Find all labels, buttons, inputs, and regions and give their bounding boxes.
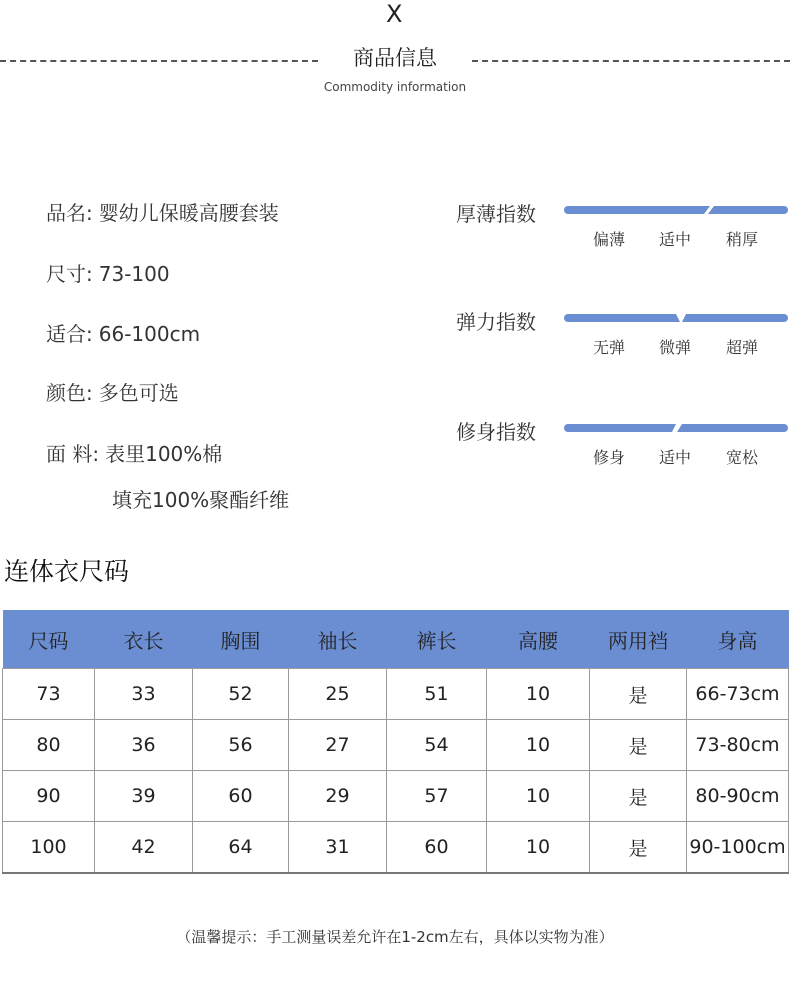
column-header: 胸围 — [193, 610, 289, 669]
column-header: 尺码 — [3, 610, 95, 669]
info-label: 面 料: — [46, 442, 100, 466]
size-chart-title: 连体衣尺码 — [4, 557, 130, 586]
info-value: 婴幼儿保暖高腰套装 — [98, 201, 279, 225]
index-bar-thickness — [562, 204, 790, 216]
info-row-name — [46, 197, 279, 226]
table-cell: 10 — [487, 669, 590, 720]
index-bar-shape — [682, 314, 784, 322]
index-bar-graphic — [562, 312, 790, 324]
info-label: 尺寸: — [46, 262, 93, 286]
index-title-fit: 修身指数 — [456, 420, 536, 444]
table-cell: 是 — [590, 771, 687, 822]
index-bar-shape — [568, 424, 676, 432]
table-cell: 54 — [387, 720, 487, 771]
table-cell: 56 — [193, 720, 289, 771]
index-option: 稍厚 — [725, 230, 758, 249]
index-bar-fit — [562, 422, 790, 434]
table-cell: 36 — [95, 720, 193, 771]
info-row-filling — [112, 484, 289, 513]
table-cell: 60 — [387, 822, 487, 874]
index-bar-graphic — [562, 204, 790, 216]
index-bar-shape — [568, 314, 680, 322]
index-option: 修身 — [592, 448, 625, 467]
table-cell: 73 — [3, 669, 95, 720]
column-header: 裤长 — [387, 610, 487, 669]
index-bar-graphic — [562, 422, 790, 434]
table-cell: 80-90cm — [687, 771, 789, 822]
info-row-fabric — [46, 438, 222, 467]
index-bar-shape — [708, 206, 784, 214]
index-bar-shape — [677, 424, 784, 432]
index-bar-cap — [564, 424, 572, 432]
column-header: 身高 — [687, 610, 789, 669]
table-cell: 73-80cm — [687, 720, 789, 771]
info-row-color — [46, 377, 179, 406]
close-mark: X — [386, 0, 403, 28]
info-row-fit — [46, 318, 200, 347]
table-row — [3, 720, 789, 771]
index-option: 无弹 — [592, 338, 625, 357]
index-option: 宽松 — [725, 448, 758, 467]
table-cell: 51 — [387, 669, 487, 720]
column-header: 高腰 — [487, 610, 590, 669]
info-value: 73-100 — [98, 262, 170, 286]
table-cell: 42 — [95, 822, 193, 874]
index-option: 微弹 — [658, 338, 691, 357]
index-bar-elasticity — [562, 312, 790, 324]
column-header: 袖长 — [289, 610, 387, 669]
column-header: 衣长 — [95, 610, 193, 669]
table-cell: 是 — [590, 720, 687, 771]
size-table — [2, 610, 789, 874]
table-cell: 10 — [487, 720, 590, 771]
table-row — [3, 822, 789, 874]
section-subtitle-commodity: Commodity information — [323, 80, 467, 94]
table-cell: 25 — [289, 669, 387, 720]
table-cell: 10 — [487, 771, 590, 822]
table-cell: 52 — [193, 669, 289, 720]
index-title-elasticity: 弹力指数 — [456, 310, 536, 334]
measurement-note: （温馨提示：手工测量误差允许在1-2cm左右，具体以实物为准） — [176, 928, 614, 946]
table-cell: 90-100cm — [687, 822, 789, 874]
table-cell: 90 — [3, 771, 95, 822]
info-value: 66-100cm — [98, 322, 201, 346]
index-option: 偏薄 — [592, 230, 625, 249]
table-cell: 64 — [193, 822, 289, 874]
info-value: 多色可选 — [98, 381, 179, 405]
section-title-commodity: 商品信息 — [353, 46, 437, 70]
info-row-size — [46, 258, 170, 287]
index-bar-cap — [564, 206, 572, 214]
table-cell: 是 — [590, 822, 687, 874]
index-bar-cap — [780, 206, 788, 214]
info-label: 品名: — [46, 201, 93, 225]
table-cell: 10 — [487, 822, 590, 874]
index-option: 适中 — [658, 448, 691, 467]
index-bar-cap — [780, 424, 788, 432]
index-option: 超弹 — [725, 338, 758, 357]
column-header: 两用裆 — [590, 610, 687, 669]
table-row — [3, 669, 789, 720]
table-cell: 27 — [289, 720, 387, 771]
index-bar-cap — [564, 314, 572, 322]
table-cell: 60 — [193, 771, 289, 822]
table-cell: 33 — [95, 669, 193, 720]
index-title-thickness: 厚薄指数 — [456, 202, 536, 226]
index-bar-cap — [780, 314, 788, 322]
table-cell: 80 — [3, 720, 95, 771]
index-bar-shape — [568, 206, 710, 214]
info-label: 颜色: — [46, 381, 93, 405]
table-cell: 是 — [590, 669, 687, 720]
table-cell: 39 — [95, 771, 193, 822]
table-header-row — [3, 610, 789, 669]
table-cell: 57 — [387, 771, 487, 822]
table-row — [3, 771, 789, 822]
info-value: 表里100%棉 — [105, 442, 223, 466]
index-option: 适中 — [658, 230, 691, 249]
info-value: 填充100%聚酯纤维 — [112, 488, 290, 512]
table-cell: 29 — [289, 771, 387, 822]
info-label: 适合: — [46, 322, 93, 346]
table-cell: 66-73cm — [687, 669, 789, 720]
table-cell: 100 — [3, 822, 95, 874]
table-cell: 31 — [289, 822, 387, 874]
